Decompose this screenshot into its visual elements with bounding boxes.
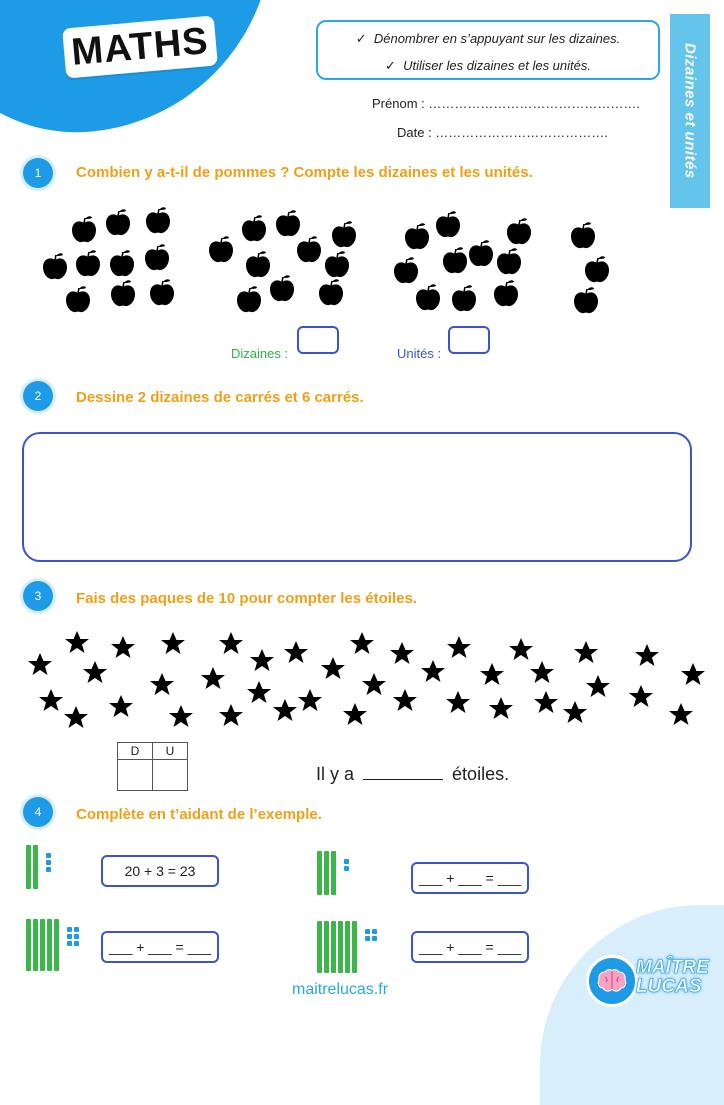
apple-icon xyxy=(110,250,134,276)
equation-box-2[interactable]: ___ + ___ = ___ xyxy=(411,862,529,894)
question-3-title: Fais des paques de 10 pour compter les étoiles. xyxy=(76,590,417,607)
stars-answer-blank[interactable] xyxy=(363,765,443,780)
brain-icon-svg xyxy=(597,968,627,994)
unit-cube xyxy=(46,860,51,865)
unites-label: Unités : xyxy=(397,346,442,361)
question-number-4: 4 xyxy=(23,797,53,827)
drawing-area[interactable] xyxy=(22,432,692,562)
star-icon xyxy=(447,636,471,658)
apple-icon xyxy=(145,244,169,270)
star-icon xyxy=(219,632,243,654)
unit-cube xyxy=(74,927,79,932)
apple-icon xyxy=(297,236,321,262)
date-field[interactable]: Date : …………………………………. xyxy=(397,125,608,140)
du-cell-u[interactable] xyxy=(153,760,188,791)
unit-cube xyxy=(46,867,51,872)
star-icon xyxy=(111,636,135,658)
apple-icon xyxy=(469,240,493,266)
unit-cube xyxy=(67,941,72,946)
star-icon xyxy=(489,697,513,719)
star-icon xyxy=(161,632,185,654)
star-icon xyxy=(343,703,367,725)
apple-icon xyxy=(405,223,429,249)
star-icon xyxy=(83,661,107,683)
unit-cube xyxy=(67,927,72,932)
ten-rod xyxy=(40,919,45,971)
apple-icon xyxy=(76,250,100,276)
website-link[interactable]: maitrelucas.fr xyxy=(292,981,389,998)
star-icon xyxy=(586,675,610,697)
du-header-d: D xyxy=(118,743,153,760)
star-icon xyxy=(321,657,345,679)
apple-icon xyxy=(507,218,531,244)
unit-cube xyxy=(344,859,349,864)
ten-rod xyxy=(331,851,336,895)
apple-icon xyxy=(66,286,90,312)
star-icon xyxy=(169,705,193,727)
apple-icon xyxy=(276,210,300,236)
du-header-u: U xyxy=(153,743,188,760)
star-icon xyxy=(28,653,52,675)
unit-cube xyxy=(46,853,51,858)
star-icon xyxy=(65,631,89,653)
prenom-field[interactable]: Prénom : …………………………………………. xyxy=(372,96,640,111)
apple-icon xyxy=(571,222,595,248)
question-2-title: Dessine 2 dizaines de carrés et 6 carrés. xyxy=(76,389,364,406)
equation-box-3[interactable]: ___ + ___ = ___ xyxy=(101,931,219,963)
apple-icon xyxy=(452,285,476,311)
star-icon xyxy=(350,632,374,654)
star-icon xyxy=(563,701,587,723)
apple-icon xyxy=(319,279,343,305)
apple-icon xyxy=(494,280,518,306)
ten-rod xyxy=(33,919,38,971)
unites-answer-box[interactable] xyxy=(448,326,490,354)
star-icon xyxy=(284,641,308,663)
objective-2: ✓ Utiliser les dizaines et les unités. xyxy=(385,58,591,73)
ten-rod xyxy=(352,921,357,973)
apple-icon xyxy=(111,280,135,306)
star-icon xyxy=(393,689,417,711)
objectives-box xyxy=(316,20,660,80)
maths-badge: MATHS xyxy=(62,15,218,78)
dizaines-answer-box[interactable] xyxy=(297,326,339,354)
star-icon xyxy=(574,641,598,663)
star-icon xyxy=(629,685,653,707)
star-icon xyxy=(509,638,533,660)
unit-cube xyxy=(67,934,72,939)
side-tab: Dizaines et unités xyxy=(670,14,710,208)
apple-icon xyxy=(209,236,233,262)
ten-rod xyxy=(26,845,31,889)
stars-illustration xyxy=(0,625,724,735)
apple-icon xyxy=(443,247,467,273)
du-cell-d[interactable] xyxy=(118,760,153,791)
ten-rod xyxy=(331,921,336,973)
star-icon xyxy=(480,663,504,685)
ten-rod xyxy=(317,851,322,895)
unit-cube xyxy=(372,936,377,941)
apple-icon xyxy=(72,216,96,242)
star-icon xyxy=(247,681,271,703)
star-icon xyxy=(530,661,554,683)
star-icon xyxy=(109,695,133,717)
apple-icon xyxy=(43,253,67,279)
question-number-1: 1 xyxy=(23,158,53,188)
star-icon xyxy=(362,673,386,695)
apple-icon xyxy=(574,287,598,313)
footer-blob xyxy=(540,905,724,1105)
apple-icon xyxy=(237,286,261,312)
apple-icon xyxy=(270,275,294,301)
unit-cube xyxy=(344,866,349,871)
star-icon xyxy=(669,703,693,725)
unit-cube xyxy=(365,929,370,934)
apple-icon xyxy=(585,256,609,282)
ten-rod xyxy=(338,921,343,973)
apple-icon xyxy=(325,251,349,277)
apple-icon xyxy=(332,221,356,247)
dizaines-label: Dizaines : xyxy=(231,346,289,361)
ten-rod xyxy=(26,919,31,971)
ten-rod xyxy=(324,921,329,973)
apple-icon xyxy=(242,215,266,241)
ten-rod xyxy=(345,921,350,973)
unit-cube xyxy=(74,941,79,946)
unit-cube xyxy=(365,936,370,941)
star-icon xyxy=(219,704,243,726)
apples-illustration xyxy=(0,200,724,320)
ten-rod xyxy=(324,851,329,895)
ten-rod xyxy=(33,845,38,889)
du-table xyxy=(117,742,188,791)
question-4-title: Complète en t’aidant de l’exemple. xyxy=(76,806,322,823)
question-1-title: Combien y a-t-il de pommes ? Compte les dizaines et les unités. xyxy=(76,164,533,181)
star-icon xyxy=(64,706,88,728)
apple-icon xyxy=(436,211,460,237)
star-icon xyxy=(421,660,445,682)
apple-icon xyxy=(106,209,130,235)
question-number-2: 2 xyxy=(23,381,53,411)
star-icon xyxy=(39,689,63,711)
ten-rod xyxy=(54,919,59,971)
equation-box-1: 20 + 3 = 23 xyxy=(101,855,219,887)
apple-icon xyxy=(150,279,174,305)
star-icon xyxy=(201,667,225,689)
apple-icon xyxy=(246,251,270,277)
equation-box-4[interactable]: ___ + ___ = ___ xyxy=(411,931,529,963)
star-icon xyxy=(250,649,274,671)
star-icon xyxy=(534,691,558,713)
apple-icon xyxy=(394,257,418,283)
star-icon xyxy=(150,673,174,695)
ten-rod xyxy=(317,921,322,973)
unit-cube xyxy=(372,929,377,934)
stars-sentence: Il y a étoiles. xyxy=(316,764,510,784)
maitre-lucas-logo: MAÎTRE LUCAS xyxy=(636,957,709,997)
star-icon xyxy=(681,663,705,685)
objective-1: ✓ Dénombrer en s’appuyant sur les dizaines. xyxy=(355,31,621,46)
question-number-3: 3 xyxy=(23,581,53,611)
star-icon xyxy=(298,689,322,711)
star-icon xyxy=(635,644,659,666)
apple-icon xyxy=(416,284,440,310)
apple-icon xyxy=(146,207,170,233)
star-icon xyxy=(273,699,297,721)
brain-icon xyxy=(586,955,638,1007)
star-icon xyxy=(446,691,470,713)
unit-cube xyxy=(74,934,79,939)
star-icon xyxy=(390,642,414,664)
ten-rod xyxy=(47,919,52,971)
apple-icon xyxy=(497,248,521,274)
